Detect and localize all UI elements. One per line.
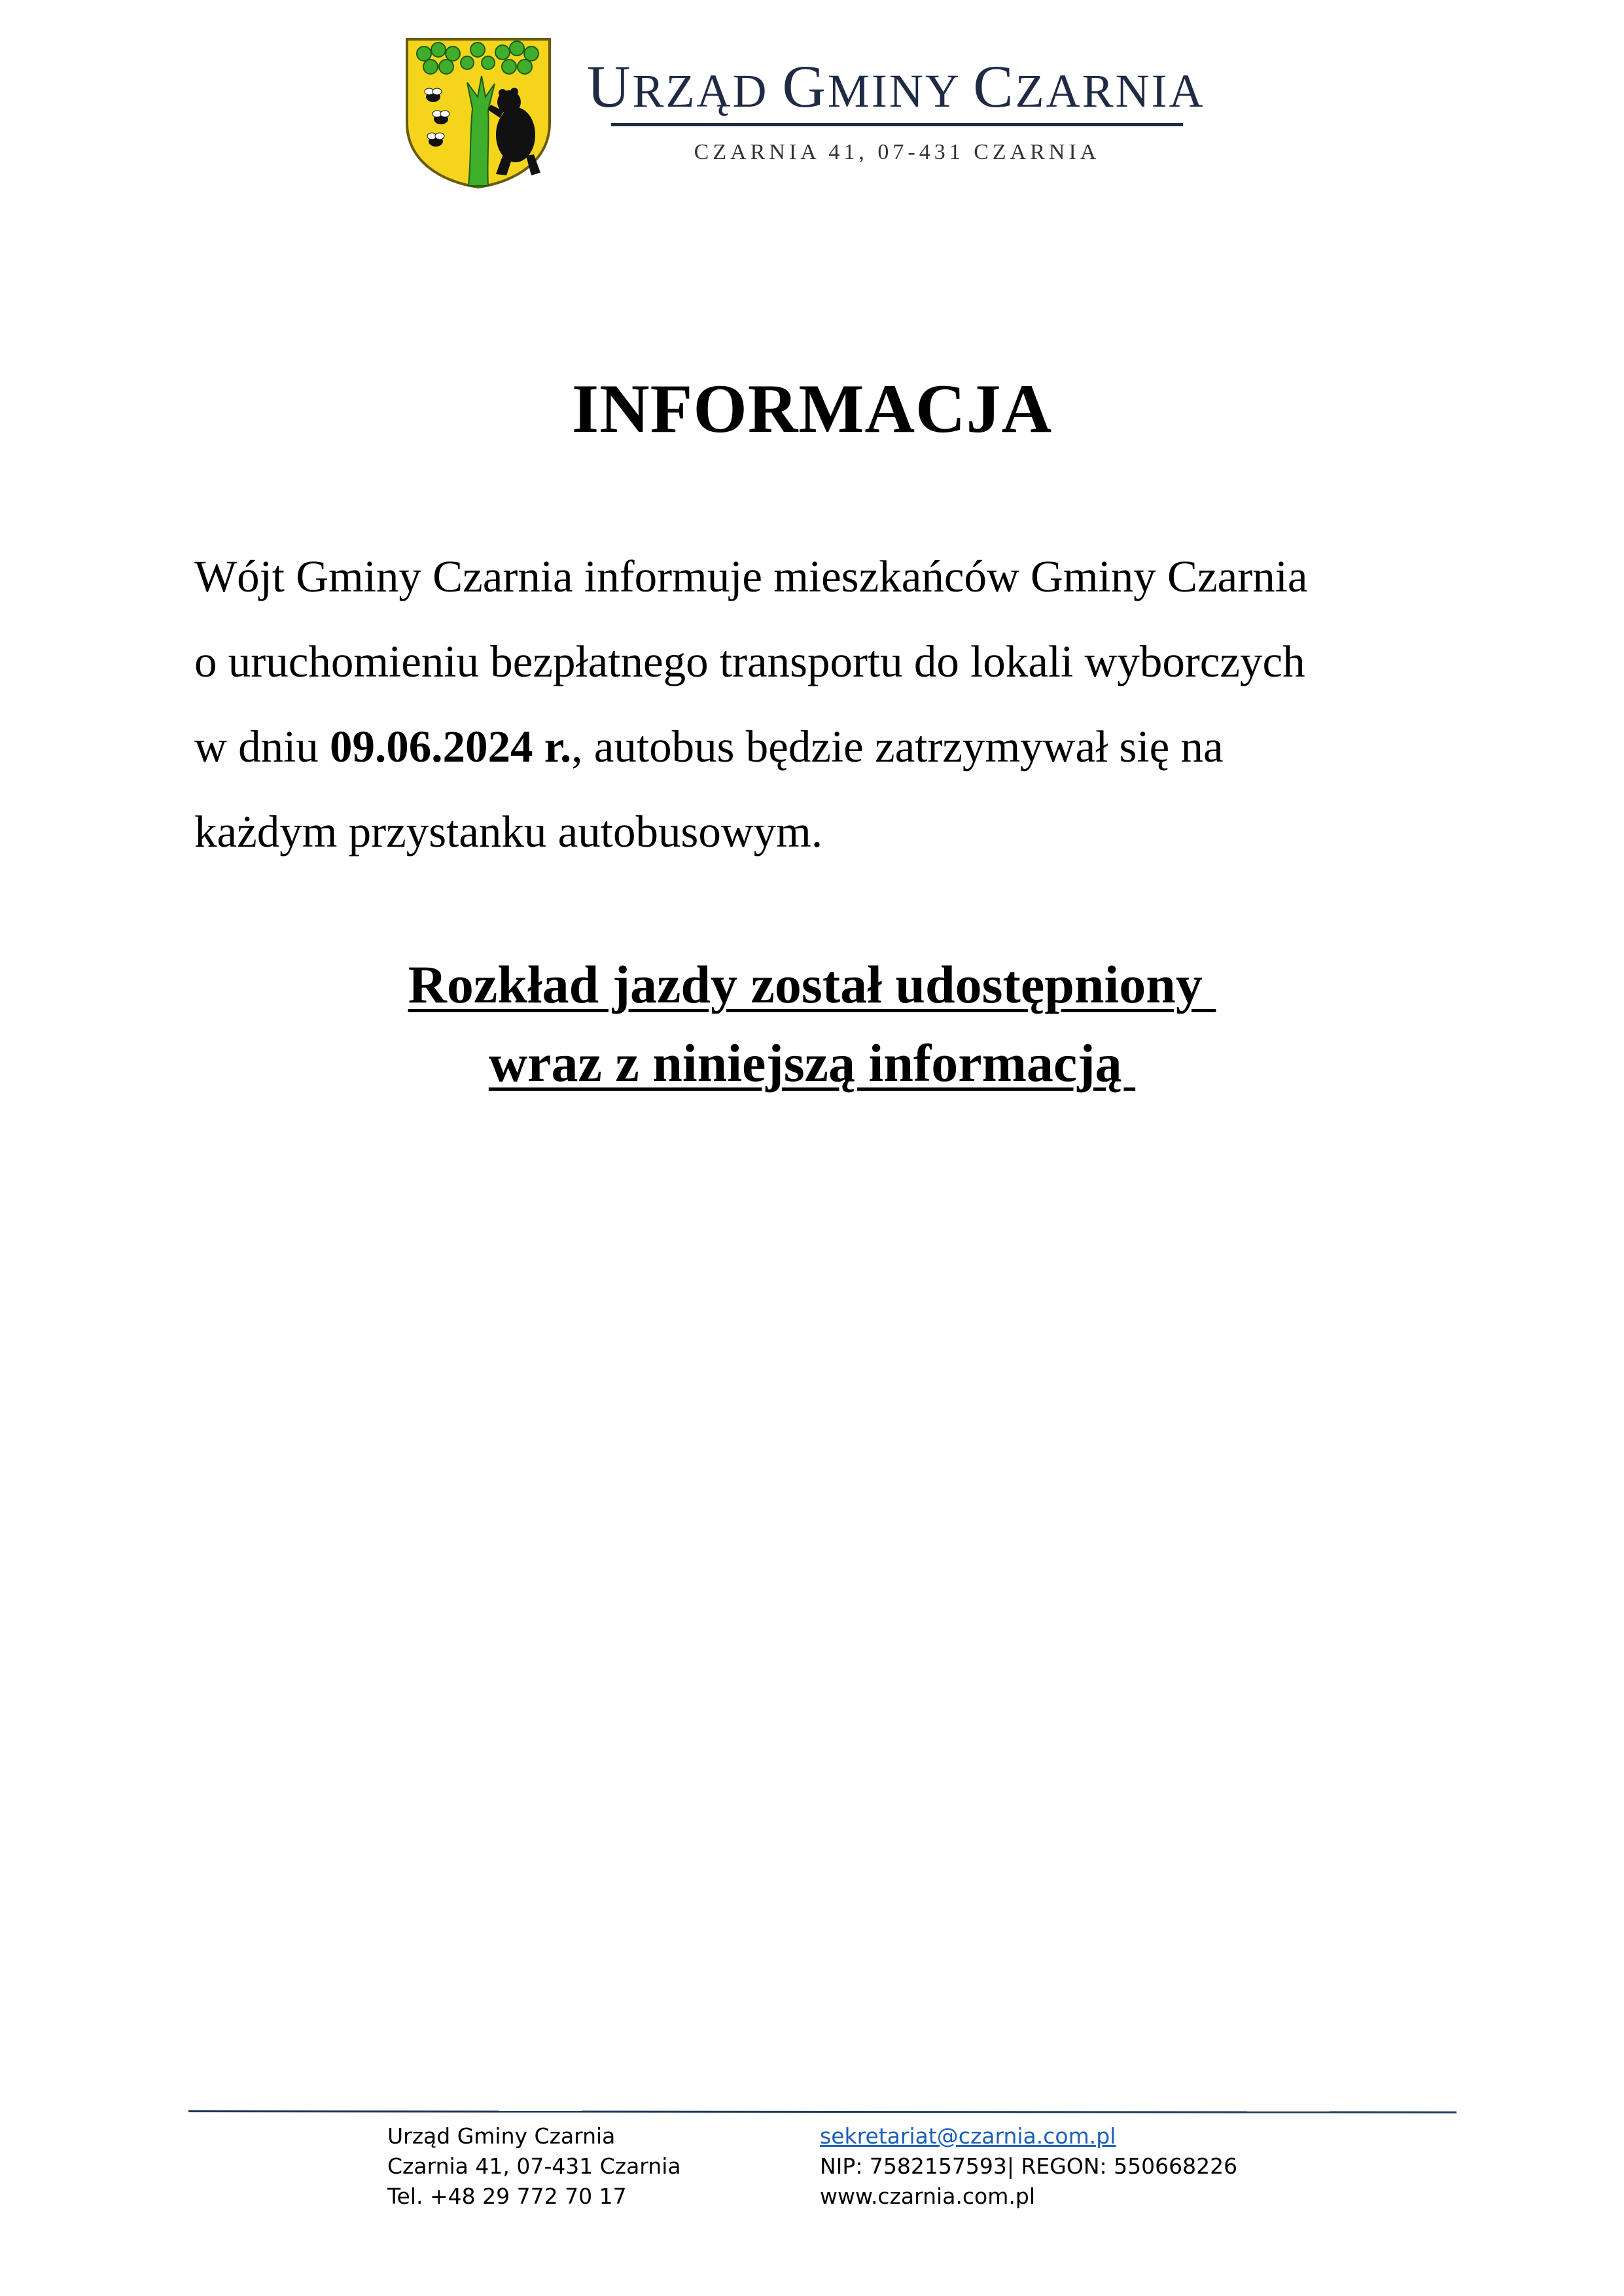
office-name-initial: U: [587, 53, 633, 120]
footer-website: www.czarnia.com.pl: [820, 2183, 1035, 2209]
footer-office-name: Urząd Gminy Czarnia: [387, 2123, 616, 2149]
footer-address: Czarnia 41, 07-431 Czarnia: [387, 2153, 681, 2179]
gmina-czarnia-coat-of-arms-icon: [404, 37, 552, 188]
header-divider: [611, 123, 1183, 126]
body-text-fragment: , autobus będzie zatrzymywał się na: [571, 722, 1224, 771]
footer-phone: Tel. +48 29 772 70 17: [387, 2183, 627, 2209]
announcement-body: [194, 534, 1438, 874]
office-address: CZARNIA 41, 07-431 CZARNIA: [694, 140, 1101, 164]
footer-email-link[interactable]: sekretariat@czarnia.com.pl: [820, 2123, 1116, 2149]
document-title: INFORMACJA: [571, 370, 1053, 447]
body-line: [194, 704, 1438, 789]
office-name-rest: MINY: [827, 65, 974, 117]
office-name: [587, 54, 1215, 124]
office-name-rest: ZARNIA: [1015, 65, 1205, 117]
footer-divider: [188, 2110, 1456, 2113]
body-line: Wójt Gminy Czarnia informuje mieszkańców Gminy Czarnia: [194, 552, 1308, 601]
office-name-initial: C: [973, 53, 1015, 120]
footer-contact-right: [820, 2121, 1237, 2212]
election-date: 09.06.2024 r.: [330, 722, 572, 771]
office-name-rest: RZĄD: [632, 65, 783, 117]
schedule-note-line: Rozkład jazdy został udostępniony: [408, 955, 1216, 1014]
office-name-initial: G: [782, 53, 828, 120]
schedule-note: [0, 945, 1624, 1103]
schedule-note-line: wraz z niniejszą informacją: [488, 1033, 1136, 1093]
body-line: każdym przystanku autobusowym.: [194, 807, 823, 857]
footer-contact-left: [387, 2121, 681, 2212]
footer-tax-ids: NIP: 7582157593| REGON: 550668226: [820, 2153, 1238, 2179]
body-text-fragment: w dniu: [194, 722, 330, 771]
body-line: o uruchomieniu bezpłatnego transportu do lokali wyborczych: [194, 637, 1305, 686]
